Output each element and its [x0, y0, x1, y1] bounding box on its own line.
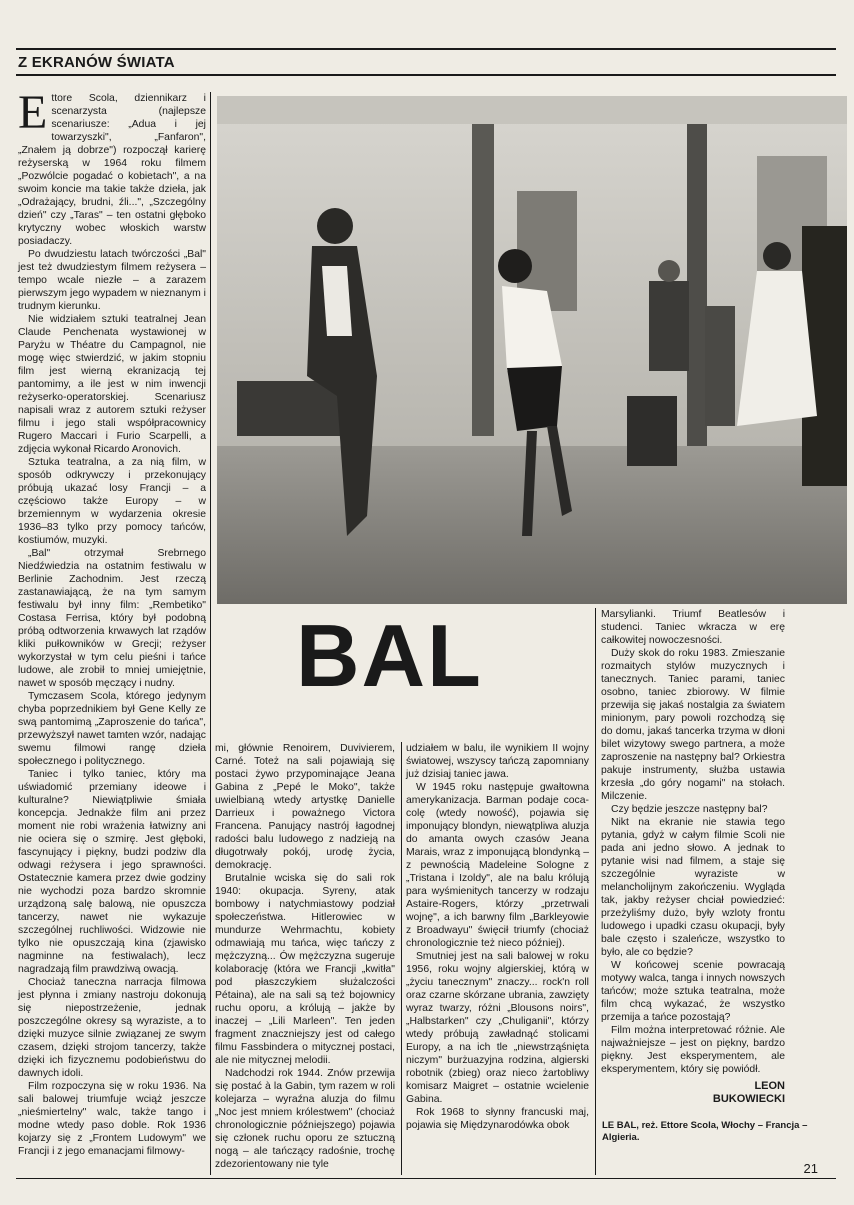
article-headline: BAL [296, 606, 483, 705]
paragraph [215, 872, 395, 1067]
top-rule [16, 48, 836, 50]
paragraph [18, 313, 206, 456]
paragraph [18, 976, 206, 1080]
paragraph [601, 803, 785, 816]
paragraph-text: Film rozpoczyna się w roku 1936. Na sali balowej triumfuje wciąż jeszcze „nieśmiertelny" walc, także tango i modne wtedy paso doble. Rok 1936 kojarzy się z „Frontem Ludowym" we Francji i z jego emanacjami filmowy- [18, 1081, 206, 1157]
paragraph [406, 781, 589, 950]
paragraph-text: W 1945 roku następuje gwałtowna amerykanizacja. Barman podaje coca-colę (wtedy nowość), pojawia się imponujący blondyn, niewątpliwa aluzja do amanta owych czasów Jeana Marais, wraz z imponującą blondynką – z pewnością Madeleine Sologne z „Tristana i Izoldy", ale na balu królują para wyśmienitych tancerzy w rodzaju Astaire-Rogers, którzy „przetrwali wojnę", a ich barwny film „Barkleyowie z Broadwayu" święcił triumfy (chociaż chronologicznie też nieco później). [406, 782, 589, 949]
paragraph-text: Sztuka teatralna, a za nią film, w sposób odkrywczy i przekonujący próbują ukazać losy Francji – a częściowo także Europy – w brzemiennym w wydarzenia okresie 1936–83 tylko przy pomocy tańców, kostiumów, muzyki. [18, 457, 206, 546]
section-rule [16, 74, 836, 76]
paragraph-text: Tymczasem Scola, którego jedynym chyba poprzednikiem był Gene Kelly ze swą pantomimą „Zaproszenie do tańca", przewyższył nawet tamten wzór, nadając swemu filmowi rangę dzieła społecznego i politycznego. [18, 691, 206, 767]
film-still-photo [217, 96, 847, 604]
drop-cap: E [18, 86, 48, 139]
page-number: 21 [803, 1161, 818, 1176]
paragraph [601, 816, 785, 959]
column-divider [401, 742, 402, 1175]
column-divider [210, 92, 211, 1175]
paragraph [18, 86, 206, 248]
paragraph-text: Nikt na ekranie nie stawia tego pytania, gdyż w całym filmie Scoli nie pada ani jedno słowo. A jednak to pytanie wisi nad filmem, a staje się szczególnie wyraziste w melancholijnym zakończeniu. Wygląda tak, jakby reżyser chciał powiedzieć: przeżyliśmy dużo, były wzloty frontu ludowego i upadki czasu okupacji, były bale często i szaleńcze, wszystko to było, ale co będzie? [601, 817, 785, 958]
paragraph [601, 647, 785, 803]
paragraph-text: udziałem w balu, ile wynikiem II wojny światowej, wszyscy tańczą zapomniany już dzisiaj taniec jawa. [406, 743, 589, 780]
paragraph [18, 690, 206, 768]
column-divider [595, 608, 596, 1175]
paragraph [406, 742, 589, 781]
paragraph [18, 456, 206, 547]
paragraph-text: Rok 1968 to słynny francuski maj, pojawia się Międzynarodówka obok [406, 1107, 589, 1131]
paragraph-text: ttore Scola, dziennikarz i scenarzysta (najlepsze scenariusze: „Adua i jej towarzyszki", „Fanfaron", „Znałem ją dobrze") rozpoczął karierę reżyserską w 1964 roku filmem „Pozwólcie pogadać o kobietach", a na swoim koncie ma takie także dzieła, jak „Odrażający, brudni, źli...", „Szczególny dzień" czy „Taras" – ten ostatni głęboko krytyczny wobec włoskich warstw posiadaczy. [18, 93, 206, 247]
article-column-2 [215, 742, 395, 1171]
paragraph-text: W końcowej scenie powracają motywy walca, tanga i innych nowszych tańców; może sztuka teatralna, może film chcą wykazać, że wszystko przemija a tańce pozostają? [601, 960, 785, 1023]
paragraph [215, 742, 395, 872]
paragraph-text: Po dwudziestu latach twórczości „Bal" jest też dwudziestym filmem reżysera – tempo wcale niezłe – a zarazem pierwszym jego wypadem w nieznanym i trudnym kierunku. [18, 249, 206, 312]
paragraph [18, 768, 206, 976]
paragraph-text: Marsylianki. Triumf Beatlesów i studenci. Taniec wkracza w erę całkowitej nowoczesności. [601, 609, 785, 646]
article-column-4 [601, 608, 785, 1106]
dance-scene-image [217, 96, 847, 604]
paragraph [215, 1067, 395, 1171]
paragraph [601, 608, 785, 647]
film-credit-caption: LE BAL, reż. Ettore Scola, Włochy – Francja – Algieria. [602, 1120, 808, 1143]
paragraph-text: „Bal" otrzymał Srebrnego Niedźwiedzia na ostatnim festiwalu w Berlinie Zachodnim. Jest rzeczą zastanawiającą, że na tym samym festiwalu był inny film: „Rembetiko" Costasa Ferrisa, który był podobną próbą odtworzenia krwawych lat rządów kliki pułkowników w Grecji; reżyser wykorzystał w tym celu pieśni i tańce ludowe, ale zrobił to mniej umiejętnie, nawet w sposób męczący i nudny. [18, 548, 206, 689]
section-title: Z EKRANÓW ŚWIATA [18, 54, 175, 71]
paragraph-text: Nie widziałem sztuki teatralnej Jean Claude Penchenata wystawionej w Paryżu w Théatre du Campagnol, nie mogę więc stwierdzić, w jakim stopniu film jest wierną ekranizacją tej pantomimy, a ile jest w nim inwencji reżyserko-operatorskiej. Scenariusz napisali wraz z autorem sztuki reżyser filmu i jego stali współpracownicy Rugero Maccari i Furio Scarpelli, a zdjęcia wykonał Ricardo Aronovich. [18, 314, 206, 455]
paragraph-text: Taniec i tylko taniec, który ma uświadomić przemiany ideowe i kulturalne? Niewiątpliwie śmiała koncepcja. Jednakże film ani przez moment nie robi wrażenia łatwizny ani nie ociera się o szmirę. Jest głęboki, fascynujący i piękny, budzi podziw dla odwagi reżysera i jego sprawności. Ostatecznie kamera przez dwie godziny nie wychodzi poza bardzo skromnie urządzoną salę balową, nie opuszcza tancerzy, nawet nie wykazuje szczególnej ruchliwości. Widzowie nie tylko nie opuszczają kina (zjawisko nagminne na festiwalach), lecz nagradzają film prawdziwą owacją. [18, 769, 206, 975]
paragraph [18, 1080, 206, 1158]
paragraph [601, 959, 785, 1024]
paragraph-text: mi, głównie Renoirem, Duvivierem, Carné. Toteż na sali pojawiają się postaci żywo przypominające Jeana Gabina z „Pepé le Moko", także uwielbianą wtedy artystkę Danielle Darrieux i poważnego Victora Francena. Panujący nastrój łagodnej radości balu ludowego z nadzieją na długotrwały pokój, urodę życia, demokrację. [215, 743, 395, 871]
paragraph [406, 950, 589, 1106]
bottom-rule [16, 1178, 836, 1179]
paragraph [406, 1106, 589, 1132]
paragraph-text: Nadchodzi rok 1944. Znów przewija się postać à la Gabin, tym razem w roli kolejarza – wyraźna aluzja do filmu „Noc jest mniem królestwem" (chociaż chronologicznie późniejszego) pojawia się członek ruchu oporu ze sztuczną nogą – ale tańczący radośnie, trochę zdezorientowany nie tyle [215, 1068, 395, 1170]
paragraph [18, 248, 206, 313]
author-signature [601, 1080, 785, 1106]
author-name-line: BUKOWIECKI [712, 1093, 785, 1105]
paragraph [18, 547, 206, 690]
article-column-3 [406, 742, 589, 1132]
paragraph-text: Duży skok do roku 1983. Zmieszanie rozmaitych stylów muzycznych i tanecznych. Taniec parami, taniec osobno, taniec zbiorowy. W filmie przewija się jakaś nostalgia za światem minionym, pary powoli rozchodzą się do domu, jakaś tancerka trzyma w dłoni bilet wizytowy swego partnera, a może zaproszenie na następny bal? Orkiestra pakuje instrumenty, służba ustawia krzesła „do góry nogami" na stołach. Milczenie. [601, 648, 785, 802]
article-column-1 [18, 86, 206, 1158]
paragraph-text: Chociaż taneczna narracja filmowa jest płynna i zmiany nastroju dokonują się niepostrzeżenie, jednak poszczególne okresy są wyraziste, a to dzięki muzyce silnie związanej ze swym czasem, dzięki strojom tancerzy, także dzięki ich fizycznemu podobieństwu do dawnych idoli. [18, 977, 206, 1079]
paragraph-text: Film można interpretować różnie. Ale najważniejsze – jest on piękny, bardzo piękny. Jest eksperymentem, ale eksperymentem, który się powiódł. [601, 1025, 785, 1075]
paragraph-text: Czy będzie jeszcze następny bal? [611, 804, 768, 815]
paragraph-text: Smutniej jest na sali balowej w roku 1956, roku wojny algierskiej, którą w „życiu tanecznym" znaczy... rock'n roll oraz czarne skórzane ubrania, zawzięty wyraz twarzy, różni „Blousons noirs", „Halbstarken" czy „Chuliganii", którzy wtedy próbują zawładnąć stolicami Europy, a na ich tle „niewstrząśnięta niczym" burżuazyjna rodzina, algierski robotnik (zbieg) oraz nieco żartobliwy komisarz Maigret – ostatnie wcielenie Gabina. [406, 951, 589, 1105]
paragraph-text: Brutalnie wciska się do sali rok 1940: okupacja. Syreny, atak bombowy i natychmiastowy podział społeczeństwa. Hitlerowiec w mundurze Wehrmachtu, kobiety odmawiają mu tańca, więc tańczy z mężczyzną... Ów mężczyzna sugeruje kolaborację (która we Francji „kwitła" pod płaszczykiem służalczości Pétaina), ale na sali są też bojownicy ruchu oporu, a królują – jakże by inaczej – „Lili Marleen". Ten jeden fragment znaczniejszy jest od całego filmu Fassbindera o mitycznej postaci, ale nie mitycznej melodii. [215, 873, 395, 1066]
paragraph [601, 1024, 785, 1076]
author-name-line: LEON [754, 1080, 785, 1092]
